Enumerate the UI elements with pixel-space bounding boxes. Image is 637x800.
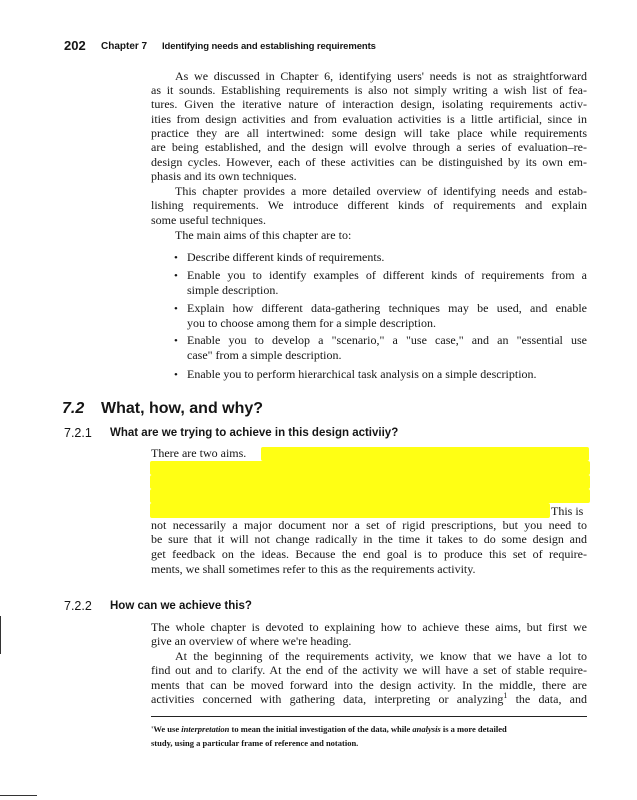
bullet-text: you to choose among them for a simple description. [187,316,436,330]
intro-p2-line: lishing requirements. We introduce different kinds of requirements and explain [151,198,587,212]
intro-p2-line: some useful techniques. [151,213,266,227]
body-line: not necessarily a major document nor a set of rigid prescriptions, but you need to [151,518,587,532]
intro-p1-line: tures. Given the iterative nature of interaction design, isolating requirements activ- [151,97,587,111]
aims-lead: The main aims of this chapter are to: [175,228,352,242]
footnote-text: to mean the initial investigation of the data, while [229,724,413,734]
bullet-text: Enable you to develop a "scenario," a "use case," and an "essential use [187,333,587,347]
bullet-dot: • [174,270,178,282]
intro-p1-line: as it sounds. Establishing requirements is also not simply writing a wish list of fea- [151,83,587,97]
aims-intro: There are two aims. [151,446,247,460]
bottom-rule [0,795,37,796]
bullet-text: simple description. [187,283,279,297]
intro-p1-line: design cycles. However, each of these activities can be distinguished by its own em- [151,155,587,169]
highlight-bar [150,489,590,503]
margin-mark [0,616,1,654]
body-line: get feedback on the ideas. Because the end goal is to produce this set of require- [151,547,587,561]
highlight-end-text: This is [551,504,584,518]
footnote-ref: 1 [503,691,508,700]
subsection-number: 7.2.1 [64,426,92,440]
body-line: At the beginning of the requirements activity, we know that we have a lot to [175,649,587,663]
bullet-text: case" from a simple description. [187,348,342,362]
highlight-bar [150,475,590,489]
bullet-dot: • [174,369,178,381]
bullet-dot: • [174,303,178,315]
section-title: What, how, and why? [101,400,264,417]
intro-p1-line: practice they are all intertwined: some design will take place while requirements [151,126,587,140]
highlight-bar [150,503,550,518]
intro-p1-line: As we discussed in Chapter 6, identifying users' needs is not as straightforward [175,69,587,83]
body-line: find out and to clarify. At the end of the activity we will have a set of stable require- [151,663,587,677]
footnote-line [151,722,587,736]
intro-p1-line: are being established, and the design will evolve through a series of evaluation–re- [151,140,587,154]
intro-p1-line: ities from design activities and from evaluation activities is a little artificial, since in [151,112,587,126]
highlight-bar [150,461,590,475]
body-line: ments, we shall sometimes refer to this as the requirements activity. [151,562,476,576]
page-number: 202 [64,38,86,53]
bullet-dot: • [174,252,178,264]
intro-p1-line: phasis and its own techniques. [151,169,297,183]
section-number: 7.2 [62,400,85,417]
bullet-text: Explain how different data-gathering techniques may be used, and enable [187,301,587,315]
subsection-number: 7.2.2 [64,599,92,613]
footnote-term: interpretation [181,724,230,734]
chapter-label: Chapter 7 [101,41,148,52]
body-line-end: the data, and [507,692,587,706]
body-line: be sure that it will not change radically in the time it takes to do some design and [151,532,587,546]
body-line-with-footnote [151,692,587,706]
bullet-text: Enable you to identify examples of different kinds of requirements from a [187,268,587,282]
subsection-title: What are we trying to achieve in this design activiiy? [110,427,399,439]
footnote-marker: 'We use [151,724,182,734]
bullet-dot: • [174,335,178,347]
bullet-text: Enable you to perform hierarchical task analysis on a simple description. [187,367,537,381]
footnote-rule [151,716,587,717]
subsection-title: How can we achieve this? [110,600,252,612]
footnote-text: is a more detailed [440,724,507,734]
body-line-start: activities concerned with gathering data, interpreting or analyzing [151,692,504,706]
body-line: give an overview of where we're heading. [151,634,352,648]
footnote-term: analysis [412,724,441,734]
footnote-line: study, using a particular frame of reference and notation. [151,738,359,748]
bullet-text: Describe different kinds of requirements. [187,250,385,264]
running-title: Identifying needs and establishing requirements [162,41,376,52]
intro-p2-line: This chapter provides a more detailed overview of identifying needs and estab- [175,184,587,198]
body-line: ments that can be moved forward into the design activity. In the middle, there are [151,678,587,692]
body-line: The whole chapter is devoted to explaining how to achieve these aims, but first we [151,620,587,634]
